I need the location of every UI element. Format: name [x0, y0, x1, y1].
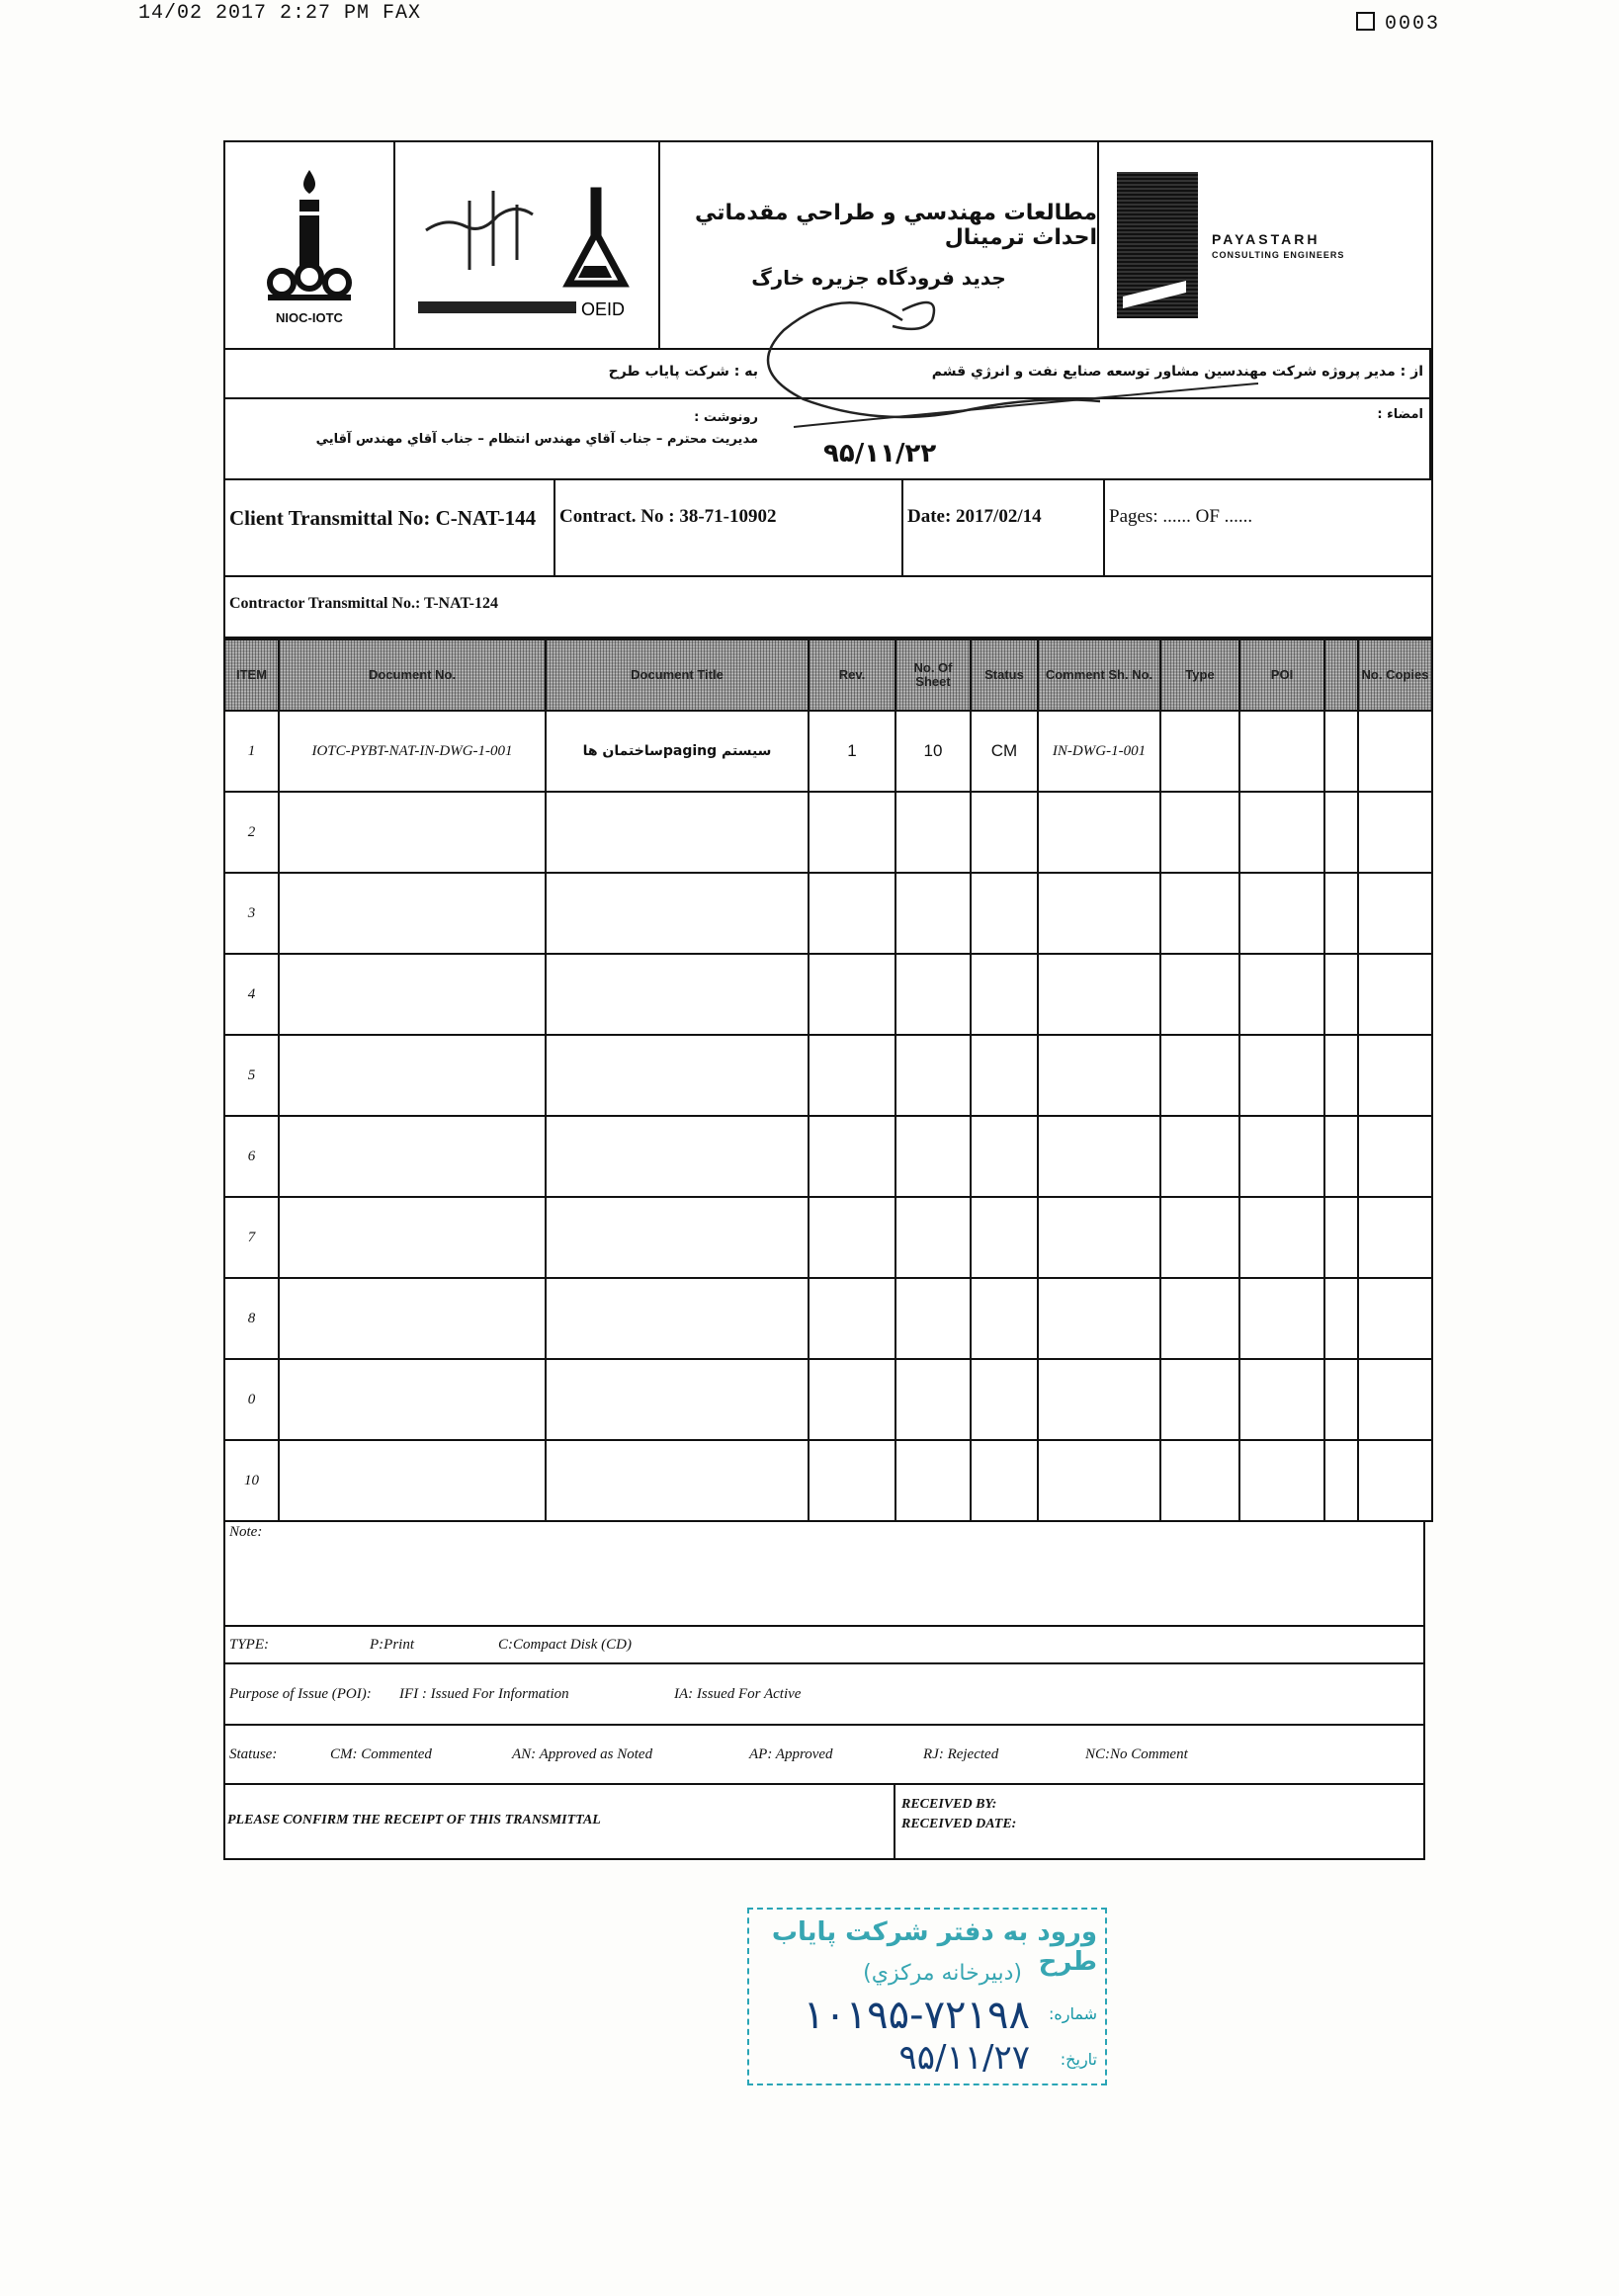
table-row [225, 1440, 1431, 1520]
copies-cell [1358, 711, 1431, 792]
handwritten-signature [754, 281, 1268, 429]
project-title-line2: جديد فرودگاه جزيره خارگ [751, 266, 1006, 290]
consultant-name: PAYASTARH [1212, 230, 1321, 247]
status-an: AN: Approved as Noted [512, 1745, 653, 1762]
doc-no-cell: IOTC-PYBT-NAT-IN-DWG-1-001 [279, 711, 546, 792]
document-table-wrap [225, 638, 1431, 1520]
sheets-cell: 10 [895, 711, 971, 792]
signature-label: امضاء : [1377, 407, 1423, 422]
consultant-subtitle: CONSULTING ENGINEERS [1212, 249, 1345, 260]
table-row [225, 1359, 1431, 1440]
col-header-comment: Comment Sh. No. [1038, 639, 1160, 711]
poi-row [225, 1664, 1423, 1726]
fax-page-number [1356, 12, 1440, 36]
table-row [225, 1197, 1431, 1278]
col-header-poi: POI [1239, 639, 1324, 711]
type-cell [1160, 711, 1239, 792]
col-header-sheets: No. Of Sheet [895, 639, 971, 711]
type-row [225, 1627, 1423, 1664]
status-nc: NC:No Comment [1085, 1745, 1188, 1762]
cc-field [225, 399, 764, 478]
status-label: Statuse: [229, 1745, 278, 1762]
stamp-number-label: شماره: [1048, 2004, 1097, 2023]
col-header-doc-title: Document Title [546, 639, 809, 711]
type-print: P:Print [370, 1636, 414, 1653]
table-row [225, 792, 1431, 873]
table-row [225, 1116, 1431, 1197]
note-row [225, 1522, 1423, 1627]
col-header-blank [1324, 639, 1358, 711]
status-ap: AP: Approved [749, 1745, 833, 1762]
document-table [225, 638, 1431, 1520]
pages-field: Pages: ...... OF ...... [1109, 506, 1253, 527]
cc-text: مديريت محترم – جناب آقاي مهندس انتظام – جناب آقاي مهندس آقايي [315, 432, 758, 447]
fax-page-value: 0003 [1385, 13, 1441, 36]
to-field: به : شركت پاياب طرح [608, 364, 758, 380]
cc-row [225, 399, 1431, 480]
item-cell: 1 [225, 711, 279, 792]
contractor-transmittal-row [225, 577, 1431, 638]
col-header-status: Status [971, 639, 1038, 711]
cc-label: رونوشت : [694, 410, 758, 425]
handwritten-date: ۹۵/۱۱/۲۲ [823, 439, 937, 468]
item-cell: 3 [225, 873, 279, 954]
received-box [894, 1785, 1415, 1858]
poi-label: Purpose of Issue (POI): [229, 1685, 372, 1702]
transmittal-date: Date: 2017/02/14 [903, 480, 1105, 575]
oeid-emblem-icon [408, 171, 645, 319]
nioc-logo-caption: NIOC-IOTC [276, 309, 343, 325]
doc-title-cell: سيستم pagingساختمان ها [546, 711, 809, 792]
flame-tower-icon [262, 166, 357, 304]
signature-field [764, 399, 1431, 478]
poi-ia: IA: Issued For Active [674, 1685, 802, 1702]
receipt-stamp [747, 1908, 1107, 2085]
fax-header: 14/02 2017 2:27 PM FAX [138, 2, 422, 25]
status-cell: CM [971, 711, 1038, 792]
poi-ifi: IFI : Issued For Information [399, 1685, 569, 1702]
type-label: TYPE: [229, 1636, 270, 1653]
stamp-date: ۹۵/۱۱/۲۷ [898, 2038, 1030, 2078]
contract-no: Contract. No : 38-71-10902 [555, 480, 903, 575]
comment-cell: IN-DWG-1-001 [1038, 711, 1160, 792]
col-header-type: Type [1160, 639, 1239, 711]
item-cell: 6 [225, 1116, 279, 1197]
col-header-rev: Rev. [809, 639, 895, 711]
contractor-transmittal-no: Contractor Transmittal No.: T-NAT-124 [229, 595, 498, 612]
from-field: از : مدير پروژه شركت مهندسين مشاور توسعه صنايع نفت و انرژي قشم [764, 350, 1431, 397]
table-row [225, 1035, 1431, 1116]
item-cell: 2 [225, 792, 279, 873]
item-cell: 5 [225, 1035, 279, 1116]
stamp-line1: ورود به دفتر شركت پاياب طرح [771, 1917, 1097, 1977]
status-cm: CM: Commented [330, 1745, 432, 1762]
table-row [225, 873, 1431, 954]
oeid-caption: OEID [581, 299, 626, 319]
col-header-item: ITEM [225, 639, 279, 711]
table-row [225, 1278, 1431, 1359]
type-cd: C:Compact Disk (CD) [498, 1636, 632, 1653]
table-row [225, 954, 1431, 1035]
status-rj: RJ: Rejected [923, 1745, 999, 1762]
stamp-number: ۱۰۱۹۵-۷۲۱۹۸ [803, 1993, 1030, 2038]
item-cell: 8 [225, 1278, 279, 1359]
table-row [225, 711, 1431, 792]
transmittal-info-row [225, 480, 1431, 577]
received-date: RECEIVED DATE: [901, 1817, 1017, 1831]
item-cell: 10 [225, 1440, 279, 1520]
project-title-line1: مطالعات مهندسي و طراحي مقدماتي احداث ترمينال [694, 201, 1097, 250]
item-cell: 7 [225, 1197, 279, 1278]
nioc-logo [225, 142, 395, 348]
status-legend-row [225, 1726, 1423, 1785]
client-transmittal-no: Client Transmittal No: C-NAT-144 [225, 480, 555, 575]
poi-cell [1239, 711, 1324, 792]
form-footer [223, 1520, 1425, 1860]
col-header-copies: No. Copies [1358, 639, 1431, 711]
transmittal-form [223, 140, 1433, 1522]
stamp-line2: (دبيرخانه مركزي) [863, 1961, 1022, 1986]
item-cell: 0 [225, 1359, 279, 1440]
stamp-date-label: تاريخ: [1060, 2050, 1097, 2069]
received-by: RECEIVED BY: [901, 1797, 997, 1812]
confirm-row [225, 1785, 1423, 1858]
table-header-row [225, 639, 1431, 711]
confirm-text: PLEASE CONFIRM THE RECEIPT OF THIS TRANSMITTAL [227, 1813, 601, 1828]
col-header-doc-no: Document No. [279, 639, 546, 711]
checkbox-icon [1356, 12, 1375, 31]
oeid-logo [395, 142, 660, 348]
rev-cell: 1 [809, 711, 895, 792]
note-label: Note: [229, 1524, 263, 1540]
blank-cell [1324, 711, 1358, 792]
item-cell: 4 [225, 954, 279, 1035]
